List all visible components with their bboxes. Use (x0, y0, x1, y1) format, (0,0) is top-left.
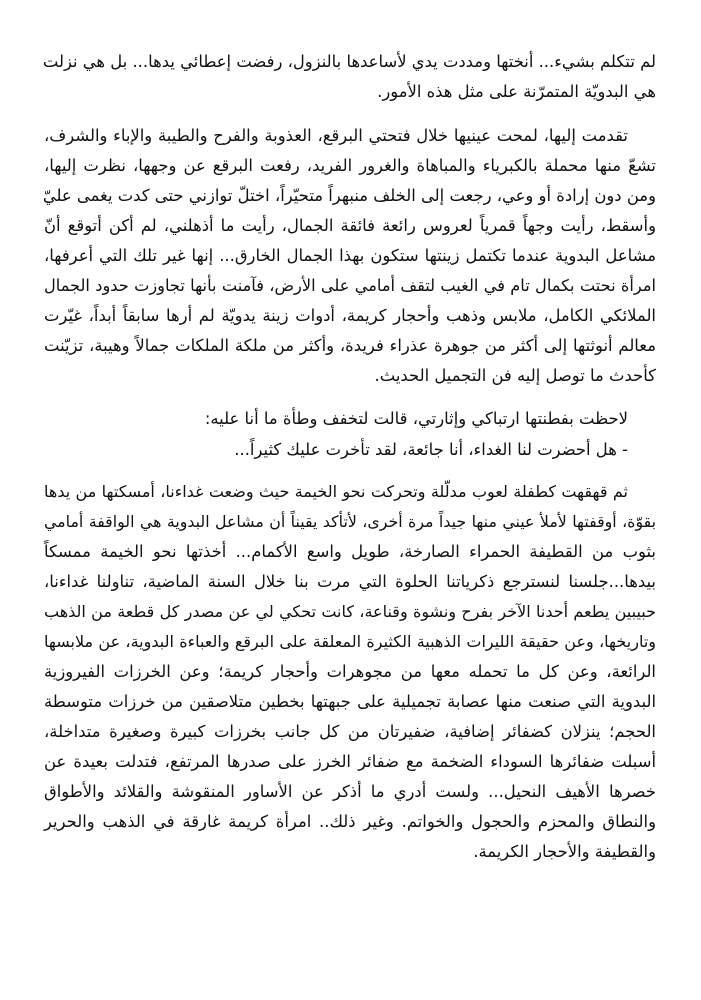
text-line: والنطاق والمحزم والحجول والخواتم. وغير ذلك.. امرأة كريمة غارقة في الذهب والحرير (44, 812, 656, 831)
text-line: وأسقط، رأيت وجهاً قمرياً لعروس رائعة فائقة الجمال، رأيت ما أذهلني، لم أكن أتوقع أنّ (44, 216, 656, 235)
text-line: حبيبين يطعم أحدنا الآخر بفرح ونشوة وقناعة، كانت تحكي لي عن مصدر كل قطعة من الذهب (44, 602, 656, 621)
text-line: الرائعة، وعن كل ما تحمله معها من مجوهرات وأحجار كريمة؛ وعن الخرزات الفيروزية (44, 662, 656, 681)
text-line: وتاريخها، وعن حقيقة الليرات الذهبية الكثيرة المعلقة على البرقع والعباءة البدوية، عن ملابسها (44, 632, 656, 651)
text-line: معالم أنوثتها إلى أكثر من جوهرة عذراء فريدة، وأكثر من ملكة الملكات جمالاً وهيبة، تزيّنت (44, 336, 656, 355)
text-line: لم تتكلم بشيء... أنختها ومددت يدي لأساعدها بالنزول، رفضت إعطائي يدها... بل هي نزلت (42, 52, 656, 71)
text-line: خصرها الأهيف النحيل... ولست أدري ما أذكر عن الأساور المنقوشة والقلائد والأطواق (44, 782, 656, 801)
text-line: ومن دون إرادة أو وعي، رجعت إلى الخلف منبهراً متحيّراً، اختلّ توازني حتى كدت يغمى عليّ (42, 186, 656, 205)
text-line: البدوية التي صنعت منها عصابة تجميلية على جبهتها بخطين متلاصقين من خرزات متوسطة (44, 692, 656, 711)
text-line: كأحدث ما توصل إليه فن التجميل الحديث. (374, 366, 656, 385)
text-line: بثوب من القطيفة الحمراء الصارخة، طويل واسع الأكمام... أخذتها نحو الخيمة ممسكاً (44, 542, 656, 561)
text-line: الملائكي الكامل، ملابس وذهب وأحجار كريمة، أدوات زينة يدويّة لم أرها سابقاً أبداً، غيّرت (44, 306, 656, 325)
text-line: الحجم؛ ينزلان كضفائر إضافية، ضفيرتان من كل جانب بخرزات كبيرة وصغيرة متداخلة، (44, 722, 656, 741)
text-line: هي البدويّة المتمرّنة على مثل هذه الأمور. (377, 82, 656, 101)
text-line: مشاعل البدوية عندما تكتمل زينتها ستكون بهذا الجمال الخارق... إنها غير تلك التي أعرفها، (44, 246, 656, 265)
text-line: ثم قهقهت كطفلة لعوب مدلّلة وتحركت نحو الخيمة حيث وضعت غداءنا، أمسكتها من يدها (44, 482, 628, 501)
text-line: تقدمت إليها، لمحت عينيها خلال فتحتي البرقع، العذوبة والفرح والطيبة والإباء والشرف، (44, 126, 628, 145)
text-line: امرأة نحتت بكمال تام في الغيب لتقف أمامي على الأرض، فآمنت بأنها تجاوزت حدود الجمال (44, 276, 656, 295)
text-line: بيدها...جلسنا لنسترجع ذكرياتنا الحلوة التي مرت بنا خلال السنة الماضية، تناولنا غداءنا، (44, 572, 656, 591)
text-line: والقطيفة والأحجار الكريمة. (473, 842, 656, 861)
text-line: تشعّ منها محملة بالكبرياء والمباهاة والغرور الفريد، رفعت البرقع عن وجهها، نظرت إليها، (44, 156, 656, 175)
dialogue-line: - هل أحضرت لنا الغداء، أنا جائعة، لقد تأخرت عليك كثيراً... (234, 440, 628, 459)
text-line: أسبلت ضفائرها السوداء الضخمة مع ضفائر الخرز على صدرها المرتفع، فتدلت بعيدة عن (44, 752, 656, 771)
text-line: بقوّة، أوقفتها لأملأ عيني منها جيداً مرة أخرى، لأتأكد يقيناً أن مشاعل البدوية هي الواقفة أمامي (44, 512, 656, 531)
text-line: لاحظت بفطنتها ارتباكي وإثارتي، قالت لتخفف وطأة ما أنا عليه: (204, 409, 628, 428)
